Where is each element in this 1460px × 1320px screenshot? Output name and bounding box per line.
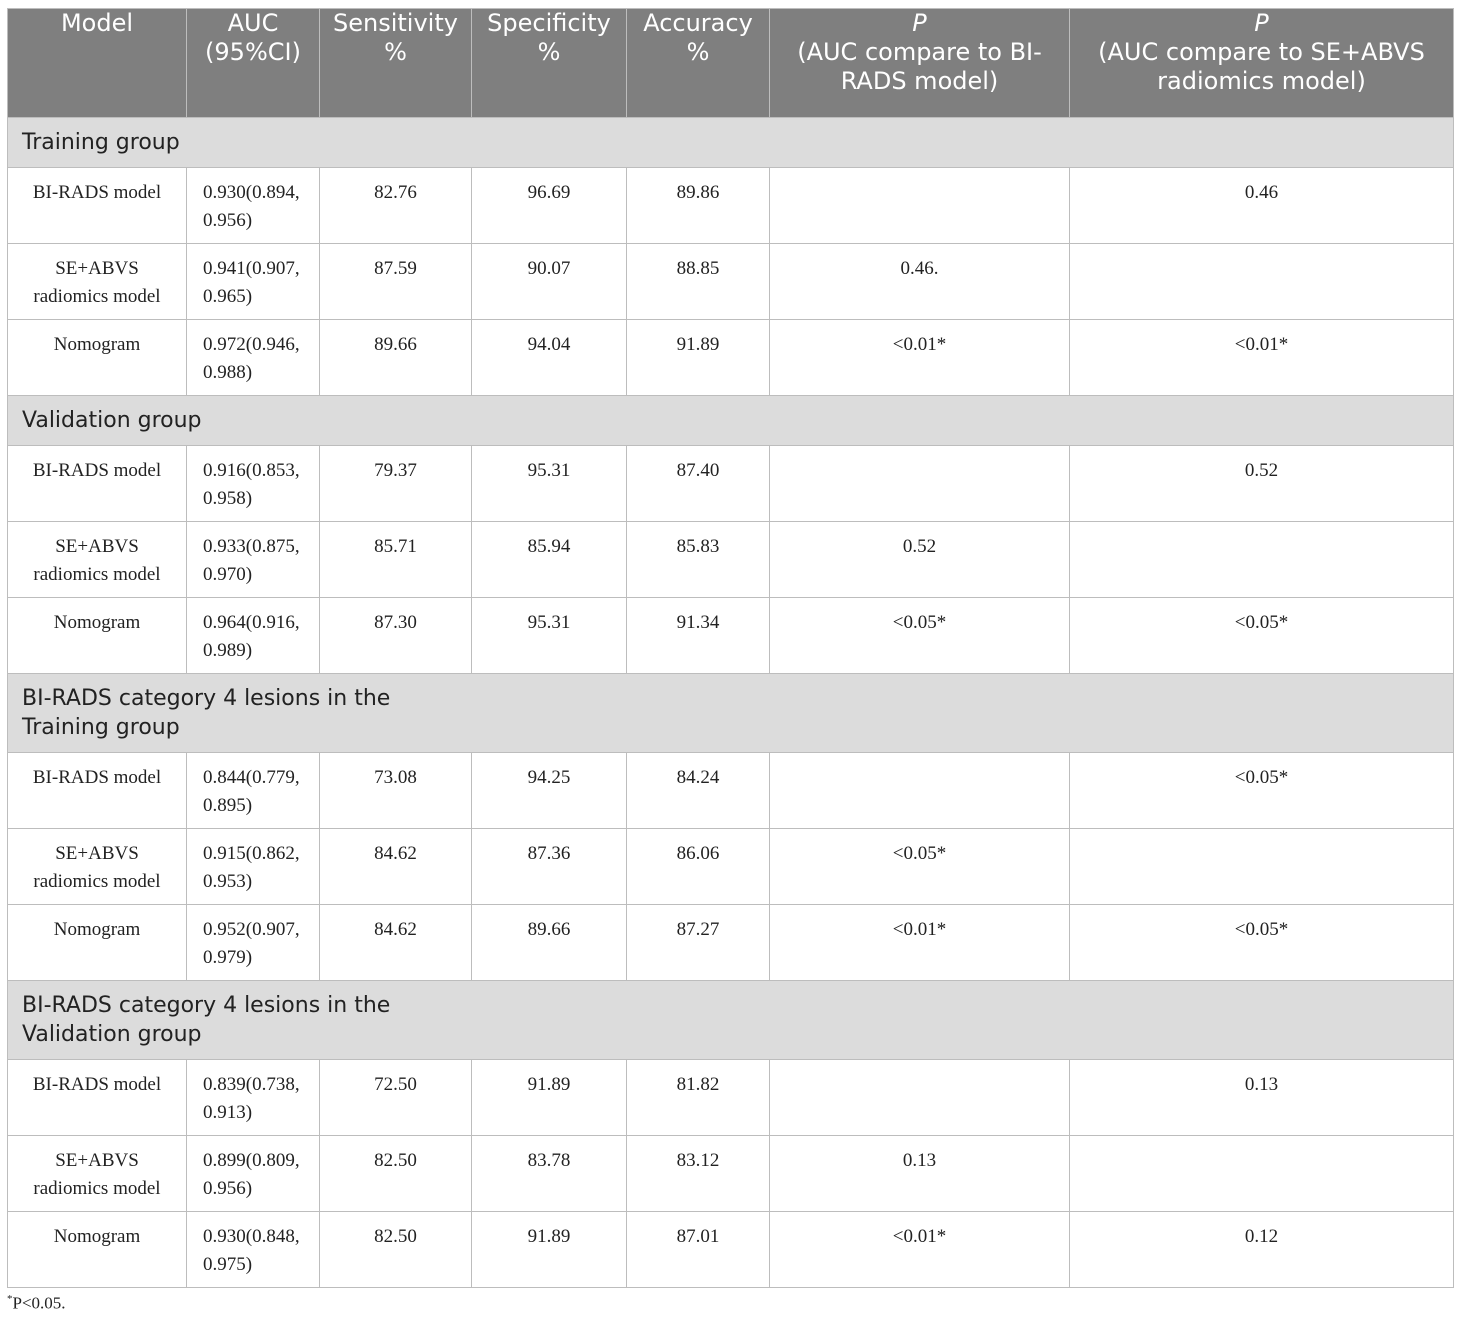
cell-auc	[187, 905, 320, 981]
cell-accuracy: 87.27	[627, 905, 770, 981]
header-p-birads-line2: RADS model)	[840, 67, 999, 95]
cell-sensitivity: 82.76	[320, 168, 472, 244]
cell-p-seabvs: 0.46	[1070, 168, 1454, 244]
group-header-row	[8, 981, 1454, 1060]
cell-auc	[187, 1136, 320, 1212]
model-name-line2: radiomics model	[33, 564, 161, 585]
group-title	[8, 674, 1454, 753]
cell-accuracy: 81.82	[627, 1060, 770, 1136]
cell-p-birads: <0.01*	[770, 905, 1070, 981]
cell-p-seabvs: <0.05*	[1070, 598, 1454, 674]
group-header-row	[8, 118, 1454, 168]
table-header	[8, 9, 1454, 118]
cell-auc	[187, 753, 320, 829]
header-model-label: Model	[60, 9, 134, 37]
footnote	[7, 1293, 66, 1314]
group-title	[8, 396, 1454, 446]
cell-p-seabvs	[1070, 829, 1454, 905]
header-p-seabvs	[1070, 9, 1454, 118]
cell-p-birads	[770, 753, 1070, 829]
cell-auc	[187, 829, 320, 905]
cell-sensitivity: 87.59	[320, 244, 472, 320]
header-sensitivity	[320, 9, 472, 118]
table-row	[8, 598, 1454, 674]
cell-accuracy: 86.06	[627, 829, 770, 905]
table-row	[8, 1136, 1454, 1212]
header-row	[8, 9, 1454, 118]
cell-model	[8, 1136, 187, 1212]
header-sensitivity-line1: Sensitivity	[333, 9, 458, 37]
footnote-mark: *	[7, 1293, 13, 1305]
model-name-line1: BI-RADS model	[32, 1074, 162, 1095]
auc-line1: 0.915(0.862,	[203, 843, 300, 864]
cell-auc	[187, 1060, 320, 1136]
cell-model	[8, 446, 187, 522]
header-specificity-line1: Specificity	[487, 9, 611, 37]
header-auc	[187, 9, 320, 118]
cell-p-seabvs: 0.13	[1070, 1060, 1454, 1136]
model-name-line2: radiomics model	[33, 871, 161, 892]
cell-specificity: 89.66	[472, 905, 627, 981]
header-p-seabvs-line1: (AUC compare to SE+ABVS	[1098, 38, 1425, 66]
cell-model	[8, 1212, 187, 1288]
table-row	[8, 244, 1454, 320]
auc-line2: 0.965)	[203, 286, 253, 307]
cell-sensitivity: 84.62	[320, 829, 472, 905]
header-accuracy	[627, 9, 770, 118]
cell-model	[8, 1060, 187, 1136]
header-accuracy-line2: %	[686, 38, 710, 66]
cell-accuracy: 83.12	[627, 1136, 770, 1212]
cell-specificity: 91.89	[472, 1060, 627, 1136]
model-name-line1: BI-RADS model	[32, 767, 162, 788]
cell-accuracy: 91.34	[627, 598, 770, 674]
cell-p-birads	[770, 446, 1070, 522]
group-header-row	[8, 396, 1454, 446]
auc-line2: 0.970)	[203, 564, 253, 585]
cell-accuracy: 84.24	[627, 753, 770, 829]
table-row	[8, 168, 1454, 244]
model-name-line2: radiomics model	[33, 1178, 161, 1199]
cell-auc	[187, 446, 320, 522]
cell-model	[8, 244, 187, 320]
header-p-birads-line1: (AUC compare to BI-	[797, 38, 1042, 66]
cell-p-birads: <0.01*	[770, 320, 1070, 396]
cell-sensitivity: 72.50	[320, 1060, 472, 1136]
cell-auc	[187, 1212, 320, 1288]
cell-p-birads: 0.52	[770, 522, 1070, 598]
header-model	[8, 9, 187, 118]
cell-specificity: 94.04	[472, 320, 627, 396]
cell-specificity: 91.89	[472, 1212, 627, 1288]
auc-line1: 0.930(0.894,	[203, 182, 300, 203]
header-sensitivity-line2: %	[384, 38, 407, 66]
cell-sensitivity: 82.50	[320, 1212, 472, 1288]
model-name-line2: radiomics model	[33, 286, 161, 307]
auc-line2: 0.913)	[203, 1102, 253, 1123]
cell-p-birads: 0.46.	[770, 244, 1070, 320]
auc-line2: 0.988)	[203, 362, 253, 383]
model-name-line1: Nomogram	[53, 919, 141, 940]
cell-specificity: 94.25	[472, 753, 627, 829]
auc-line2: 0.895)	[203, 795, 253, 816]
model-name-line1: BI-RADS model	[32, 182, 162, 203]
cell-p-birads	[770, 168, 1070, 244]
auc-line1: 0.972(0.946,	[203, 334, 300, 355]
cell-model	[8, 905, 187, 981]
auc-line1: 0.933(0.875,	[203, 536, 300, 557]
table-row	[8, 1212, 1454, 1288]
auc-line2: 0.953)	[203, 871, 253, 892]
cell-auc	[187, 320, 320, 396]
cell-specificity: 95.31	[472, 598, 627, 674]
group-header-row	[8, 674, 1454, 753]
cell-sensitivity: 79.37	[320, 446, 472, 522]
cell-model	[8, 522, 187, 598]
model-name-line1: BI-RADS model	[32, 460, 162, 481]
cell-auc	[187, 522, 320, 598]
model-name-line1: Nomogram	[53, 334, 141, 355]
auc-line1: 0.844(0.779,	[203, 767, 300, 788]
auc-line1: 0.941(0.907,	[203, 258, 300, 279]
cell-p-birads: 0.13	[770, 1136, 1070, 1212]
cell-model	[8, 598, 187, 674]
model-name-line1: SE+ABVS	[55, 1150, 139, 1171]
cell-sensitivity: 85.71	[320, 522, 472, 598]
group-title-line1: BI-RADS category 4 lesions in the	[22, 993, 391, 1018]
table-row	[8, 320, 1454, 396]
cell-sensitivity: 84.62	[320, 905, 472, 981]
cell-specificity: 85.94	[472, 522, 627, 598]
cell-sensitivity: 89.66	[320, 320, 472, 396]
auc-line2: 0.958)	[203, 488, 253, 509]
cell-accuracy: 85.83	[627, 522, 770, 598]
cell-specificity: 83.78	[472, 1136, 627, 1212]
cell-accuracy: 89.86	[627, 168, 770, 244]
table-row	[8, 829, 1454, 905]
cell-specificity: 87.36	[472, 829, 627, 905]
table-row	[8, 905, 1454, 981]
cell-auc	[187, 168, 320, 244]
cell-p-seabvs: 0.52	[1070, 446, 1454, 522]
cell-specificity: 95.31	[472, 446, 627, 522]
cell-specificity: 96.69	[472, 168, 627, 244]
footnote-text: P<0.05.	[12, 1293, 66, 1313]
auc-line1: 0.930(0.848,	[203, 1226, 300, 1247]
header-specificity	[472, 9, 627, 118]
cell-model	[8, 320, 187, 396]
auc-line1: 0.964(0.916,	[203, 612, 300, 633]
model-name-line1: SE+ABVS	[55, 258, 139, 279]
group-title	[8, 981, 1454, 1060]
cell-p-birads: <0.05*	[770, 598, 1070, 674]
results-table	[7, 8, 1454, 1288]
model-name-line1: SE+ABVS	[55, 843, 139, 864]
header-p-seabvs-line2: radiomics model)	[1157, 67, 1366, 95]
auc-line1: 0.899(0.809,	[203, 1150, 300, 1171]
model-name-line1: Nomogram	[53, 612, 141, 633]
model-name-line1: SE+ABVS	[55, 536, 139, 557]
auc-line1: 0.839(0.738,	[203, 1074, 300, 1095]
cell-p-seabvs	[1070, 244, 1454, 320]
table-body	[8, 118, 1454, 1288]
cell-accuracy: 88.85	[627, 244, 770, 320]
cell-model	[8, 168, 187, 244]
auc-line1: 0.952(0.907,	[203, 919, 300, 940]
cell-accuracy: 91.89	[627, 320, 770, 396]
header-p-birads-symbol: P	[912, 9, 927, 37]
cell-sensitivity: 87.30	[320, 598, 472, 674]
cell-p-seabvs: 0.12	[1070, 1212, 1454, 1288]
header-auc-line2: (95%CI)	[205, 38, 301, 66]
group-title-line1: BI-RADS category 4 lesions in the	[22, 686, 391, 711]
auc-line2: 0.989)	[203, 640, 253, 661]
cell-model	[8, 829, 187, 905]
cell-p-seabvs: <0.05*	[1070, 753, 1454, 829]
header-accuracy-line1: Accuracy	[643, 9, 753, 37]
cell-auc	[187, 598, 320, 674]
model-name-line1: Nomogram	[53, 1226, 141, 1247]
cell-p-seabvs: <0.01*	[1070, 320, 1454, 396]
cell-accuracy: 87.01	[627, 1212, 770, 1288]
auc-line1: 0.916(0.853,	[203, 460, 300, 481]
cell-p-birads: <0.05*	[770, 829, 1070, 905]
table-row	[8, 1060, 1454, 1136]
header-specificity-line2: %	[537, 38, 561, 66]
cell-sensitivity: 73.08	[320, 753, 472, 829]
header-p-birads	[770, 9, 1070, 118]
auc-line2: 0.956)	[203, 210, 253, 231]
group-title-line1: Training group	[22, 130, 180, 155]
cell-p-birads: <0.01*	[770, 1212, 1070, 1288]
group-title-line1: Validation group	[22, 408, 202, 433]
group-title-line2: Validation group	[22, 1022, 202, 1047]
cell-sensitivity: 82.50	[320, 1136, 472, 1212]
cell-accuracy: 87.40	[627, 446, 770, 522]
table-row	[8, 753, 1454, 829]
auc-line2: 0.979)	[203, 947, 253, 968]
group-title-line2: Training group	[22, 715, 180, 740]
cell-model	[8, 753, 187, 829]
header-p-seabvs-symbol: P	[1254, 9, 1269, 37]
cell-p-seabvs	[1070, 1136, 1454, 1212]
cell-specificity: 90.07	[472, 244, 627, 320]
cell-p-birads	[770, 1060, 1070, 1136]
header-auc-line1: AUC	[227, 9, 279, 37]
auc-line2: 0.975)	[203, 1254, 253, 1275]
cell-p-seabvs	[1070, 522, 1454, 598]
cell-auc	[187, 244, 320, 320]
group-title	[8, 118, 1454, 168]
auc-line2: 0.956)	[203, 1178, 253, 1199]
cell-p-seabvs: <0.05*	[1070, 905, 1454, 981]
table-row	[8, 446, 1454, 522]
table-row	[8, 522, 1454, 598]
